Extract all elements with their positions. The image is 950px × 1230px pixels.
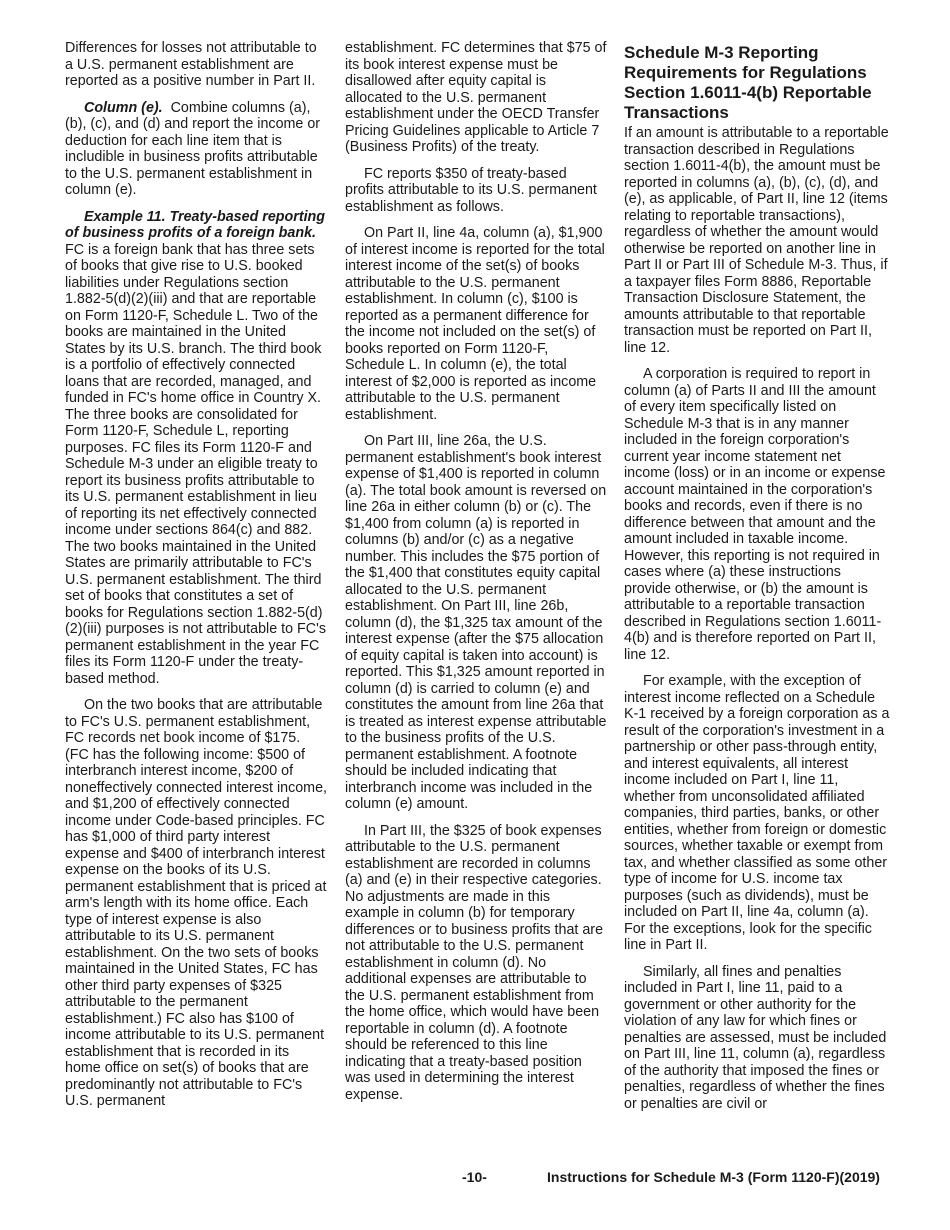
- footer-title: Instructions for Schedule M-3 (Form 1120-F)(2019): [547, 1169, 880, 1185]
- example-heading: Example 11. Treaty-based reporting of business profits of a foreign bank.: [65, 208, 326, 241]
- text-column-left: [65, 40, 327, 1120]
- paragraph-heading: Column (e).: [84, 99, 163, 116]
- paragraph: Differences for losses not attributable to a U.S. permanent establishment are reported as a positive number in Part II.: [65, 40, 317, 89]
- paragraph-body: FC is a foreign bank that has three sets of books that give rise to U.S. booked liabilities under Regulations section 1.882-5(d)(2)(iii) and that are reportable on Form 1120-F, Schedule L. Two of the books are maintained in the United States by its U.S. branch. The third book is a portfolio of effectively connected loans that are recorded, managed, and funded in FC's home office in Country X. The three books are consolidated for Form 1120-F, Schedule L, reporting purposes. FC files its Form 1120-F and Schedule M-3 under an eligible treaty to report its business profits attributable to its U.S. permanent establishment in lieu of reporting its net effectively connected income under sections 864(c) and 882. The two books maintained in the United States are primarily attributable to FC's U.S. permanent establishment. The third set of books that constitutes a set of books for Regulations section 1.882-5(d)(2)(iii) purposes is not attributable to FC's permanent establishment in the year FC files its Form 1120-F under the treaty-based method.: [65, 241, 326, 687]
- paragraph: If an amount is attributable to a reportable transaction described in Regulations section 1.6011-4(b), the amount must be reported in columns (a), (b), (c), (d), and (e), as applicable, of Part II, line 12 (items relating to reportable transactions), regardless of whether the amount would otherwise be reported on another line in Part II or Part III of Schedule M-3. Thus, if a taxpayer files Form 8886, Reportable Transaction Disclosure Statement, the amounts attributable to that reportable transaction must be reported on Part II, line 12.: [624, 125, 889, 356]
- paragraph-column-e: [65, 100, 327, 199]
- paragraph: FC reports $350 of treaty-based profits attributable to its U.S. permanent establishment as follows.: [345, 165, 597, 215]
- paragraph: For example, with the exception of interest income reflected on a Schedule K-1 received by a foreign corporation as a result of the corporation's investment in a partnership or other pass-through entity, and interest equivalents, all interest income included on Part I, line 11, whether from unconsolidated affiliated companies, third parties, banks, or other entities, whether from foreign or domestic sources, whether taxable or exempt from tax, and whether classified as some other type of income for U.S. income tax purposes (such as dividends), must be included on Part II, line 4a, column (a). For the exceptions, look for the specific line in Part II.: [624, 673, 890, 953]
- text-column-right: [624, 40, 890, 1122]
- page-number: -10-: [462, 1169, 487, 1185]
- section-heading: Schedule M-3 Reporting Requirements for Regulations Section 1.6011-4(b) Reportable Transactions: [624, 43, 872, 122]
- paragraph: On Part III, line 26a, the U.S. permanent establishment's book interest expense of $1,400 is reported in column (a). The total book amount is reversed on line 26a in either column (b) or (c). The $1,400 from column (a) is reported in columns (b) and/or (c) as a negative number. This includes the $75 portion of the $1,400 that constitutes equity capital allocated to the U.S. permanent establishment. On Part III, line 26b, column (d), the $1,325 tax amount of the interest expense (after the $75 allocation of equity capital is taken into account) is reported. This $1,325 amount reported in column (d) is carried to column (e) and constitutes the amount from line 26a that is treated as interest expense attributable to the business profits of the U.S. permanent establishment. A footnote should be included indicating that interbranch income was included in the column (e) amount.: [345, 433, 607, 812]
- paragraph: Similarly, all fines and penalties included in Part I, line 11, paid to a government or other authority for the violation of any law for which fines or penalties are assessed, must be included on Part III, line 11, column (a), regardless of the authority that imposed the fines or penalties, regardless of whether the fines or penalties are civil or: [624, 963, 887, 1112]
- paragraph: establishment. FC determines that $75 of its book interest expense must be disallowed after equity capital is allocated to the U.S. permanent establishment under the OECD Transfer Pricing Guidelines applicable to Article 7 (Business Profits) of the treaty.: [345, 40, 607, 155]
- paragraph-example-11: [65, 209, 327, 688]
- paragraph: On the two books that are attributable to FC's U.S. permanent establishment, FC records net book income of $175. (FC has the following income: $500 of interbranch interest income, $200 of noneffectively connected interest income, and $1,200 of effectively connected income under Code-based principles. FC has $1,000 of third party interest expense and $400 of interbranch interest expense on the books of its U.S. permanent establishment that is priced at arm's length with its home office. Each type of interest expense is also attributable to its U.S. permanent establishment. On the two sets of books maintained in the United States, FC has other third party expenses of $325 attributable to the permanent establishment.) FC also has $100 of income attributable to its U.S. permanent establishment that is recorded in its home office on set(s) of books that are predominantly not attributable to FC's U.S. permanent: [65, 697, 328, 1109]
- text-column-middle: [345, 40, 607, 1113]
- paragraph: In Part III, the $325 of book expenses attributable to the U.S. permanent establishment are recorded in columns (a) and (e) in their respective categories. No adjustments are made in this example in column (b) for temporary differences or to business profits that are not attributable to the U.S. permanent establishment in column (d). No additional expenses are attributable to the U.S. permanent establishment from the home office, which would have been reportable in column (d). A footnote should be referenced to this line indicating that a treaty-based position was used in determining the interest expense.: [345, 822, 604, 1103]
- paragraph: On Part II, line 4a, column (a), $1,900 of interest income is reported for the total interest income of the set(s) of books attributable to the U.S. permanent establishment. In column (c), $100 is reported as a permanent difference for the income not included on the set(s) of books reported on Form 1120-F, Schedule L. In column (e), the total interest of $2,000 is reported as income attributable to the U.S. permanent establishment.: [345, 225, 605, 423]
- paragraph-body: Combine columns (a), (b), (c), and (d) and report the income or deduction for each line item that is includible in business profits attributable to the U.S. permanent establishment in column (e).: [65, 99, 321, 198]
- paragraph: A corporation is required to report in column (a) of Parts II and III the amount of every item specifically listed on Schedule M-3 that is in any manner included in the foreign corporation's current year income statement net income (loss) or in an income or expense account maintained in the corporation's books and records, even if there is no difference between that amount and the amount included in taxable income. However, this reporting is not required in cases where (a) these instructions provide otherwise, or (b) the amount is attributable to a reportable transaction described in Regulations section 1.6011-4(b) and is therefore reported on Part II, line 12.: [624, 366, 886, 663]
